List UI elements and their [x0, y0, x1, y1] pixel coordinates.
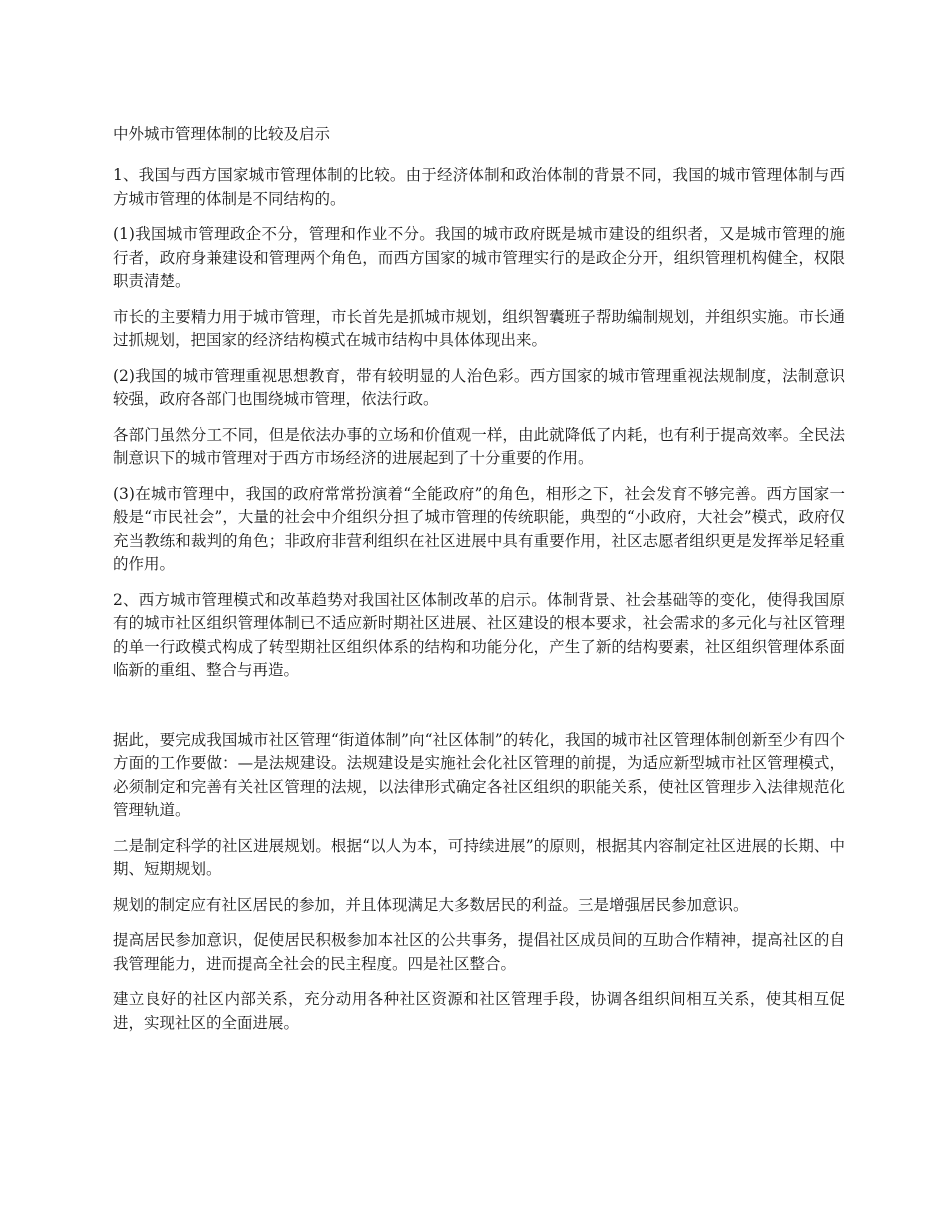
paragraph-1: 1、我国与西方国家城市管理体制的比较。由于经济体制和政治体制的背景不同，我国的城市管理体制与西方城市管理的体制是不同结构的。	[113, 166, 845, 208]
paragraph-5: 各部门虽然分工不同，但是依法办事的立场和价值观一样，由此就降低了内耗，也有利于提高效率。全民法制意识下的城市管理对于西方市场经济的进展起到了十分重要的作用。	[113, 425, 845, 467]
paragraph-10: 规划的制定应有社区居民的参加，并且体现满足大多数居民的利益。三是增强居民参加意识。	[113, 895, 749, 914]
paragraph-11: 提高居民参加意识，促使居民积极参加本社区的公共事务，提倡社区成员间的互助合作精神，提高社区的自我管理能力，进而提高全社会的民主程度。四是社区整合。	[113, 931, 845, 973]
paragraph-9: 二是制定科学的社区进展规划。根据“以人为本，可持续进展”的原则，根据其内容制定社区进展的长期、中期、短期规划。	[113, 836, 845, 878]
document-page	[113, 122, 845, 1047]
paragraph-2: (1)我国城市管理政企不分，管理和作业不分。我国的城市政府既是城市建设的组织者，又是城市管理的施行者，政府身兼建设和管理两个角色，而西方国家的城市管理实行的是政企分开，组织管理机构健全，权限职责清楚。	[113, 225, 845, 290]
paragraph-3: 市长的主要精力用于城市管理，市长首先是抓城市规划，组织智囊班子帮助编制规划，并组织实施。市长通过抓规划，把国家的经济结构模式在城市结构中具体体现出来。	[113, 307, 845, 349]
document-title: 中外城市管理体制的比较及启示	[113, 125, 331, 143]
paragraph-7: 2、西方城市管理模式和改革趋势对我国社区体制改革的启示。体制背景、社会基础等的变化，使得我国原有的城市社区组织管理体制已不适应新时期社区进展、社区建设的根本要求，社会需求的多元化与社区管理的单一行政模式构成了转型期社区组织体系的结构和功能分化，产生了新的结构要素，社区组织管理体系面临新的重组、整合与再造。	[113, 590, 845, 679]
paragraph-8: 据此，要完成我国城市社区管理“街道体制”向“社区体制”的转化，我国的城市社区管理体制创新至少有四个方面的工作要做：—是法规建设。法规建设是实施社会化社区管理的前提，为适应新型城市社区管理模式，必须制定和完善有关社区管理的法规，以法律形式确定各社区组织的职能关系，使社区管理步入法律规范化管理轨道。	[113, 730, 845, 819]
paragraph-6: (3)在城市管理中，我国的政府常常扮演着“全能政府”的角色，相形之下，社会发育不够完善。西方国家一般是“市民社会”，大量的社会中介组织分担了城市管理的传统职能，典型的“小政府，大社会”模式，政府仅充当教练和裁判的角色；非政府非营利组织在社区进展中具有重要作用，社区志愿者组织更是发挥举足轻重的作用。	[113, 484, 845, 573]
paragraph-12: 建立良好的社区内部关系，充分动用各种社区资源和社区管理手段，协调各组织间相互关系，使其相互促进，实现社区的全面进展。	[113, 990, 845, 1032]
paragraph-4: (2)我国的城市管理重视思想教育，带有较明显的人治色彩。西方国家的城市管理重视法规制度，法制意识较强，政府各部门也围绕城市管理，依法行政。	[113, 366, 845, 408]
